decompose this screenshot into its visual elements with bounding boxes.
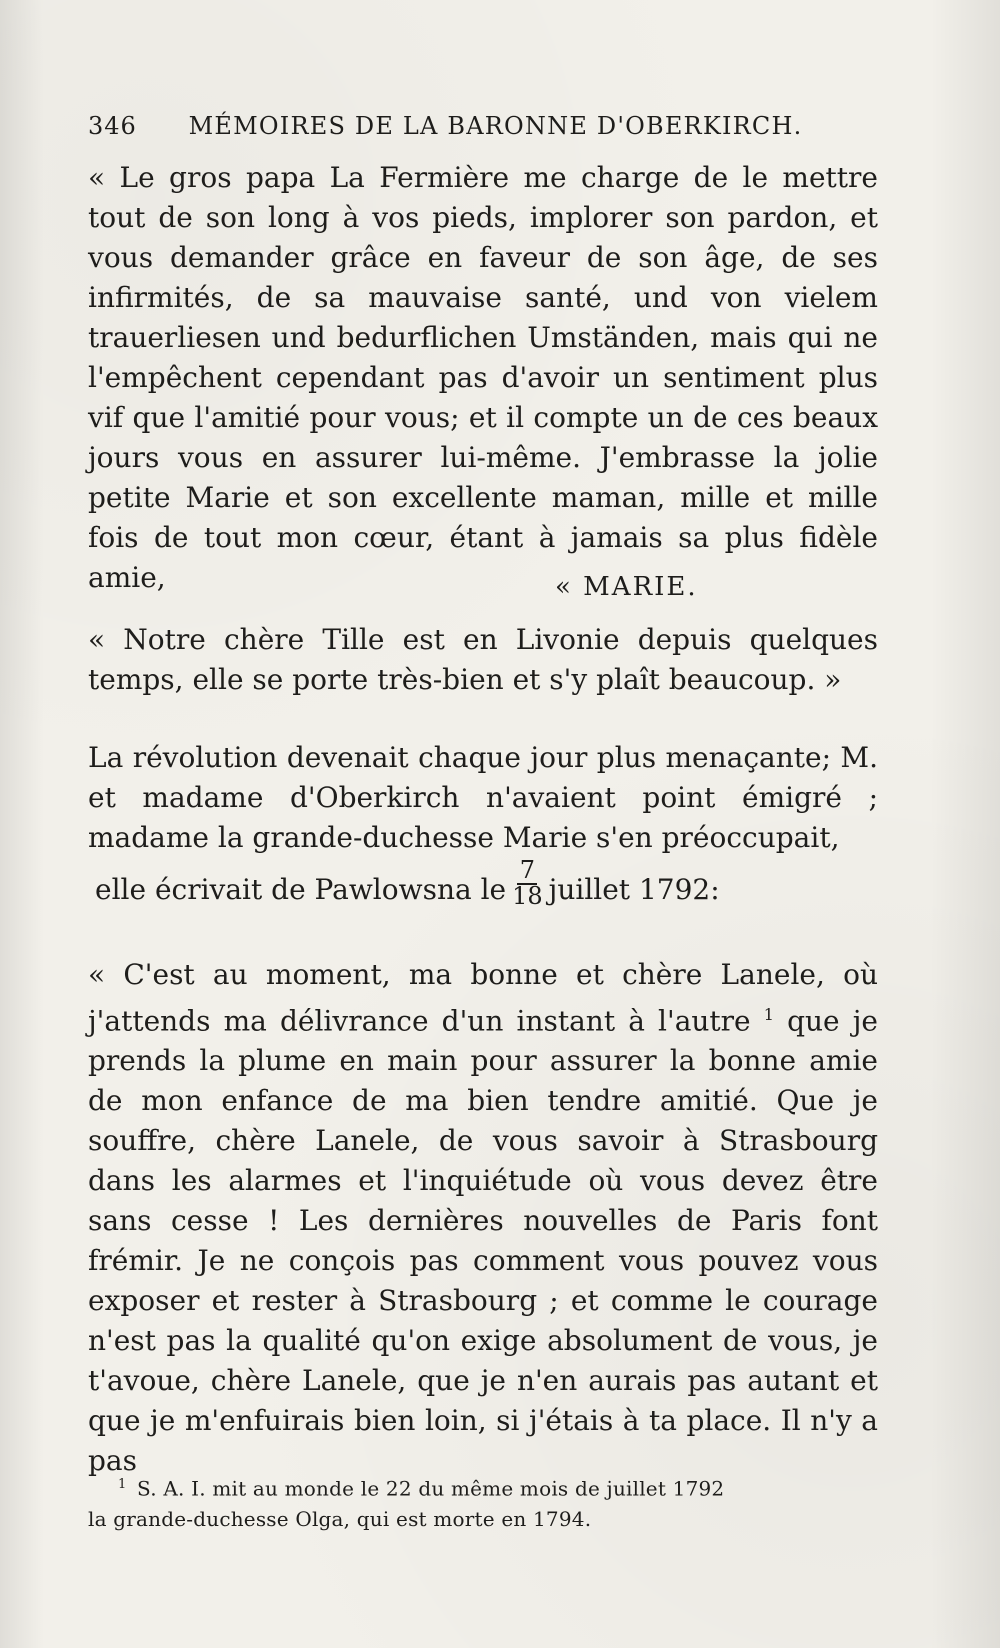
letter-signature: « MARIE.	[555, 572, 698, 602]
letter-postscript: « Notre chère Tille est en Livonie depuis quelques temps, elle se porte très-bien et s'y plaît beaucoup. »	[88, 623, 878, 696]
footnote-text-1: S. A. I. mit au monde le 22 du même mois de juillet 1792	[137, 1476, 725, 1501]
footnote-marker: 1	[118, 1477, 127, 1492]
narrative-paragraph: La révolution devenait chaque jour plus menaçante; M. et madame d'Oberkirch n'avaient point émigré ; madame la grande-duchesse Marie s'en préoccupait,	[88, 741, 878, 854]
book-title-header: MÉMOIRES DE LA BARONNE D'OBERKIRCH.	[188, 112, 803, 140]
footnote-reference: 1	[763, 1005, 774, 1024]
fraction-numerator: 7	[519, 856, 536, 884]
right-page-shadow	[930, 0, 1000, 1648]
date-line-tail: juillet 1792:	[548, 873, 720, 906]
footnote-line-2: la grande-duchesse Olga, qui est morte en 1794.	[88, 1506, 592, 1531]
letter-paragraph-1: « Le gros papa La Fermière me charge de le mettre tout de son long à vos pieds, implorer son pardon, et vous demander grâce en faveur de son âge, de ses infirmités, de sa mauvaise santé, und von vielem trauerliesen und bedurflichen Umständen, mais qui ne l'empêchent cependant pas d'avoir un sentiment plus vif que l'amitié pour vous; et il compte un de ces beaux jours vous en assurer lui-même. J'embrasse la jolie petite Marie et son excellente maman, mille et mille fois de tout mon cœur, étant à jamais sa plus fidèle amie,	[88, 161, 878, 594]
letter-2-body: que je prends la plume en main pour assurer la bonne amie de mon enfance de ma bien tendre amitié. Que je souffre, chère Lanele, de vous savoir à Strasbourg dans les alarmes et l'inquiétude où vous devez être sans cesse ! Les dernières nouvelles de Paris font frémir. Je ne conçois pas comment vous pouvez vous exposer et rester à Strasbourg ; et comme le courage n'est pas la qualité qu'on exige absolument de vous, je t'avoue, chère Lanele, que je n'en aurais pas autant et que je m'enfuirais bien loin, si j'étais à ta place. Il n'y a pas	[88, 1004, 879, 1478]
date-line	[95, 856, 885, 910]
page-number: 346	[88, 112, 137, 140]
running-header	[88, 112, 878, 152]
fraction-denominator: 18	[512, 882, 543, 910]
footnote	[88, 1470, 878, 1534]
date-line-lead: elle écrivait de Pawlowsna le	[95, 873, 507, 906]
footnote-line-1	[118, 1470, 878, 1504]
letter-2-intro: « C'est au moment, ma bonne et chère Lanele, où j'attends ma délivrance d'un instant à l'autre	[88, 958, 878, 1038]
letter-paragraph-2	[88, 955, 878, 1481]
date-fraction	[512, 856, 543, 910]
left-page-shadow	[0, 0, 44, 1648]
